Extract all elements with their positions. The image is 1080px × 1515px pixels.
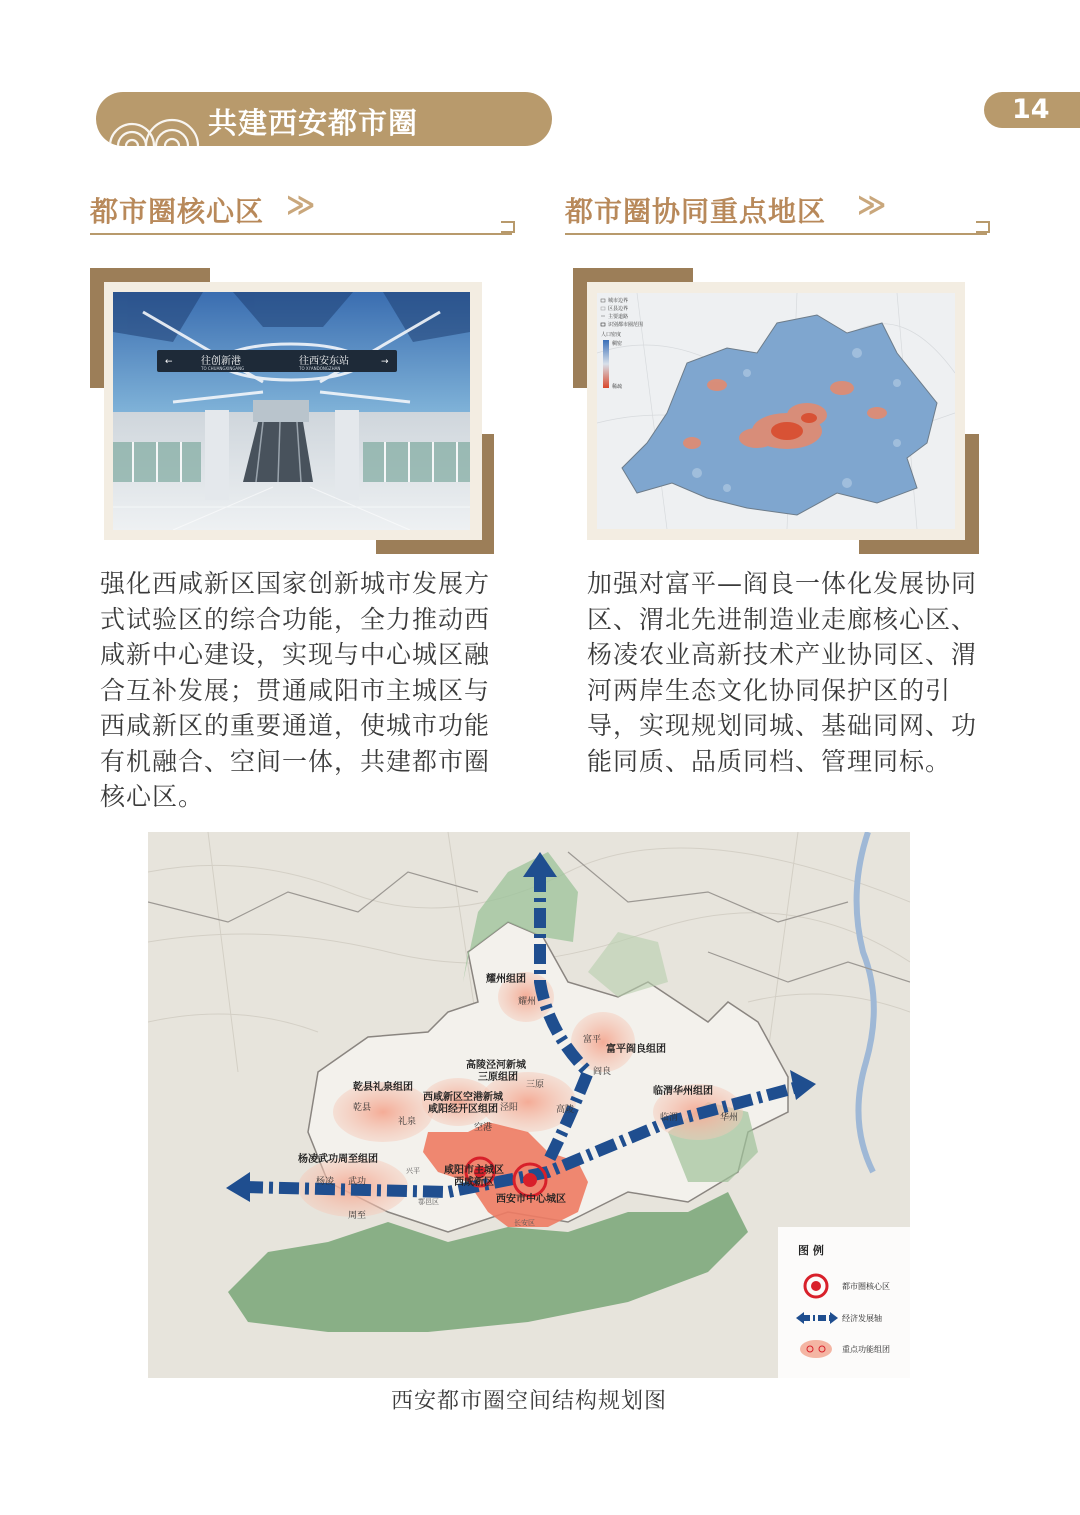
label-xingping: 兴平 [406, 1167, 420, 1175]
right-section-title: 都市圈协同重点地区 [565, 195, 827, 228]
label-qianxian: 乾县 [353, 1103, 372, 1113]
label-xian-center: 西安市中心城区 [496, 1194, 566, 1205]
density-legend-item: 识别都市圈范围 [608, 322, 644, 328]
text-line: 强化西咸新区国家创新城市发展方 [100, 569, 491, 598]
label-konggang: 空港 [474, 1123, 493, 1133]
left-section-title: 都市圈核心区 [90, 195, 265, 228]
header-banner [96, 92, 552, 146]
label-yangling-group: 杨凌武功周至组团 [298, 1154, 378, 1165]
text-line: 杨凌农业高新技术产业协同区、渭 [587, 640, 978, 669]
chevron-right-icon: ≫ [857, 188, 887, 221]
legend-core: 都市圈核心区 [842, 1282, 890, 1291]
text-line: 有机融合、空间一体，共建都市圈 [100, 746, 491, 776]
svg-text:←: ← [165, 357, 173, 367]
label-linwei: 临渭 [660, 1113, 679, 1123]
label-fuping: 富平 [583, 1035, 602, 1045]
label-xianyang-main: 咸阳市主城区 [444, 1165, 504, 1176]
density-legend-high: 稠密 [612, 341, 623, 347]
page-title: 共建西安都市圈 [208, 106, 419, 140]
metro-station-photo [113, 292, 470, 530]
map-legend [778, 1227, 910, 1378]
population-density-map [597, 293, 955, 529]
text-line: 式试验区的综合功能，全力推动西 [100, 604, 491, 634]
label-gaoling-group: 高陵泾河新城 [466, 1060, 526, 1071]
cloud-pattern-icon [96, 92, 206, 146]
label-huyi: 鄠邑区 [418, 1198, 439, 1206]
text-line: 西咸新区的重要通道，使城市功能 [100, 711, 491, 740]
legend-axis: 经济发展轴 [842, 1314, 882, 1323]
divider-hook [501, 221, 515, 233]
label-liquan: 礼泉 [398, 1117, 417, 1127]
text-line: 咸新中心建设，实现与中心城区融 [100, 640, 491, 669]
label-yangling: 杨凌 [316, 1177, 335, 1187]
label-yaozhou-group: 耀州组团 [486, 974, 526, 985]
map-caption: 西安都市圈空间结构规划图 [390, 1389, 667, 1414]
section-divider [565, 233, 987, 235]
label-xixian-kg: 西咸新区空港新城 [423, 1092, 503, 1103]
page-number: 14 [984, 92, 1080, 128]
chevron-right-icon: ≫ [286, 188, 316, 221]
label-sanyuan: 三原 [526, 1080, 545, 1090]
text-line: 导，实现规划同城、基础同网、功 [587, 711, 978, 740]
label-wugong: 武功 [348, 1177, 367, 1187]
text-line: 能同质、品质同档、管理同标。 [587, 746, 952, 776]
text-line: 合互补发展；贯通咸阳市主城区与 [100, 675, 491, 705]
label-gaoling: 高陵 [556, 1105, 575, 1115]
density-legend-title: 人口密度 [601, 332, 622, 338]
text-line: 河两岸生态文化协同保护区的引 [587, 675, 952, 705]
label-qianxian-group: 乾县礼泉组团 [353, 1082, 413, 1093]
label-xixian-main: 西咸新区 [454, 1177, 494, 1188]
label-sanyuan-group: 三原组团 [478, 1072, 518, 1083]
sign-right-text: 往西安东站 [299, 356, 349, 367]
label-changan: 长安区 [514, 1219, 535, 1227]
label-xianyang-jk: 咸阳经开区组团 [428, 1104, 498, 1115]
left-body-text [100, 566, 490, 815]
label-linwei-group: 临渭华州组团 [653, 1086, 713, 1097]
density-legend-low: 稀疏 [612, 384, 623, 390]
divider-hook [976, 221, 990, 233]
right-body-text [587, 566, 977, 779]
sign-right-sub: TO XI'ANDONGZHAN [299, 366, 341, 371]
density-legend-item: 区县边界 [608, 306, 629, 312]
text-line: 区、渭北先进制造业走廊核心区、 [587, 604, 978, 634]
label-huazhou: 华州 [720, 1113, 739, 1123]
label-yanliang: 阎良 [593, 1067, 612, 1077]
density-legend-item: 城市边界 [608, 298, 629, 304]
spatial-structure-map [148, 832, 910, 1378]
label-yaozhou: 耀州 [518, 997, 537, 1007]
svg-text:→: → [381, 357, 389, 367]
legend-title: 图 例 [798, 1244, 824, 1257]
text-line: 加强对富平—阎良一体化发展协同 [587, 569, 978, 598]
legend-group: 重点功能组团 [842, 1345, 890, 1354]
label-fuping-group: 富平阎良组团 [606, 1044, 666, 1055]
text-line: 核心区。 [100, 782, 205, 811]
label-jingyang: 泾阳 [500, 1103, 519, 1113]
label-zhouzhi: 周至 [348, 1211, 367, 1221]
density-legend-item: 主要道路 [608, 314, 629, 320]
legend-group-icon [800, 1340, 832, 1358]
sign-left-text: 往创新港 [201, 356, 241, 367]
section-divider [90, 233, 512, 235]
group-fuping-area [571, 1012, 635, 1072]
sign-left-sub: TO CHUANGXINGANG [201, 366, 245, 371]
